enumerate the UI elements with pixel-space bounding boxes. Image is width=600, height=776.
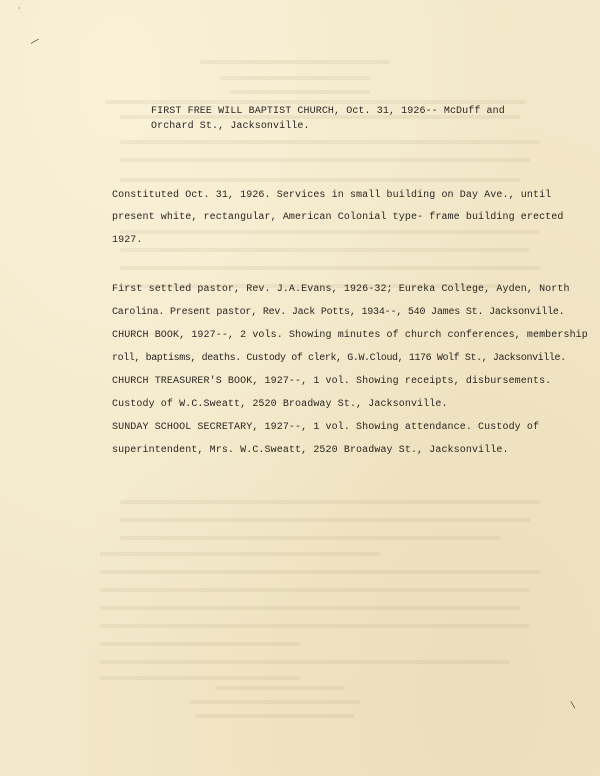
pencil-mark: — [27, 34, 43, 49]
header-line-2: Orchard St., Jacksonville. [151, 121, 310, 132]
paragraph-2-line: SUNDAY SCHOOL SECRETARY, 1927--, 1 vol. Showing attendance. Custody of [112, 422, 540, 433]
pencil-mark: — [565, 698, 580, 712]
paragraph-1-line: 1927. [112, 235, 143, 246]
paragraph-2-line: superintendent, Mrs. W.C.Sweatt, 2520 Broadway St., Jacksonville. [112, 445, 509, 456]
paragraph-2-line: Custody of W.C.Sweatt, 2520 Broadway St., Jacksonville. [112, 399, 448, 410]
paragraph-2-line: CHURCH BOOK, 1927--, 2 vols. Showing minutes of church conferences, membership [112, 330, 588, 341]
paragraph-2-line: CHURCH TREASURER'S BOOK, 1927--, 1 vol. Showing receipts, disbursements. [112, 376, 552, 387]
paragraph-1-line: present white, rectangular, American Colonial type- frame building erected [112, 212, 564, 223]
pencil-mark: · [18, 4, 21, 13]
paragraph-1-line: Constituted Oct. 31, 1926. Services in small building on Day Ave., until [112, 190, 552, 201]
paragraph-2-line: roll, baptisms, deaths. Custody of clerk, G.W.Cloud, 1176 Wolf St., Jacksonville. [112, 353, 566, 364]
header-line-1: FIRST FREE WILL BAPTIST CHURCH, Oct. 31, 1926-- McDuff and [151, 106, 505, 117]
paragraph-2-line: First settled pastor, Rev. J.A.Evans, 1926-32; Eureka College, Ayden, North [112, 284, 570, 295]
paragraph-2-line: Carolina. Present pastor, Rev. Jack Potts, 1934--, 540 James St. Jacksonville. [112, 307, 565, 318]
